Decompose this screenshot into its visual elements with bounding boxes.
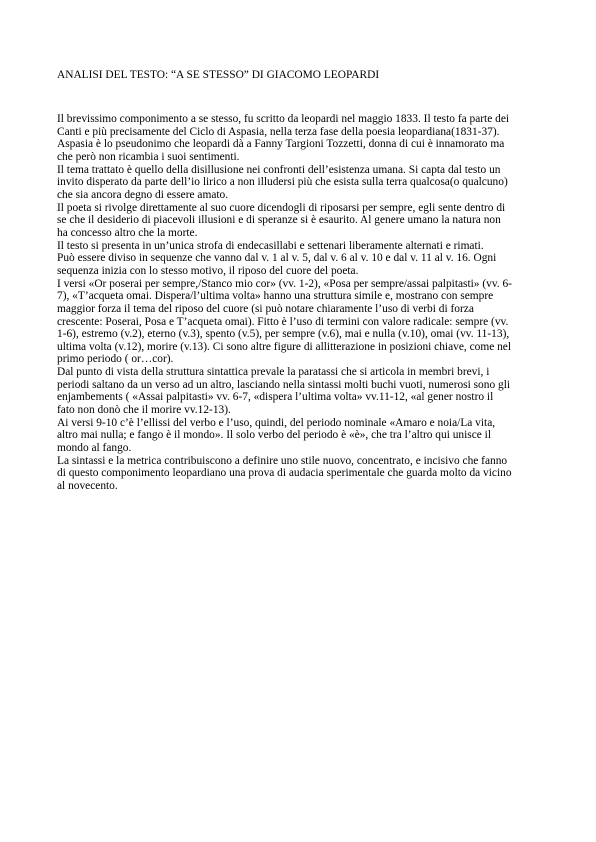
body-line: Il tema trattato è quello della disillusione nei confronti dell’esistenza umana. Si capta dal testo un xyxy=(57,163,501,176)
body-line: enjambements ( «Assai palpitasti» vv. 6-7, «dispera l’ultima volta» vv.11-12, «al gener nostro il xyxy=(57,391,494,404)
body-line: 1-6), estremo (v.2), eterno (v.3), spento (v.5), per sempre (v.6), mai e nulla (v.10), omai (vv. 11-13), xyxy=(57,328,510,341)
document-body xyxy=(57,113,547,493)
body-line: se che il desiderio di piacevoli illusioni e di speranze si è esaurito. Al genere umano la natura non xyxy=(57,214,501,227)
body-line: che però non ricambia i suoi sentimenti. xyxy=(57,150,240,163)
body-line: primo periodo ( or…cor). xyxy=(57,353,174,366)
body-line: al novecento. xyxy=(57,480,118,493)
body-line: Può essere diviso in sequenze che vanno dal v. 1 al v. 5, dal v. 6 al v. 10 e dal v. 11 al v. 16. Ogni xyxy=(57,252,497,265)
body-line: sequenza inizia con lo stesso motivo, il riposo del cuore del poeta. xyxy=(57,264,359,277)
body-line: Ai versi 9-10 c’è l’ellissi del verbo e l’uso, quindi, del periodo nominale «Amaro e noia/La vita, xyxy=(57,416,496,429)
body-line: ultima volta (v.12), morire (v.13). Ci sono altre figure di allitterazione in posizioni chiave, come nel xyxy=(57,340,512,353)
body-line: altro mai nulla; e fango è il mondo». Il solo verbo del periodo è «è», che tra l’altro qui unisce il xyxy=(57,429,491,442)
body-line: Dal punto di vista della struttura sintattica prevale la paratassi che si articola in membri brevi, i xyxy=(57,366,490,379)
body-line: La sintassi e la metrica contribuiscono a definire uno stile nuovo, concentrato, e incisivo che fanno xyxy=(57,454,508,467)
body-line: 7), «T’acqueta omai. Dispera/l’ultima volta» hanno una struttura simile e, mostrano con sempre xyxy=(57,290,494,303)
body-line: invito disperato da parte dell’io lirico a non illudersi più che esista sulla terra qualcosa(o qualcuno) xyxy=(57,176,508,189)
body-line: Il testo si presenta in un’unica strofa di endecasillabi e settenari liberamente alternati e rimati. xyxy=(57,239,484,252)
body-line: ha concesso altro che la morte. xyxy=(57,226,198,239)
body-line: Il poeta si rivolge direttamente al suo cuore dicendogli di riposarsi per sempre, egli sente dentro di xyxy=(57,201,506,214)
body-line: fato non donò che il morire vv.12-13). xyxy=(57,404,231,417)
body-line: Il brevissimo componimento a se stesso, fu scritto da leopardi nel maggio 1833. Il testo fa parte dei xyxy=(57,113,510,125)
body-line: I versi «Or poserai per sempre,/Stanco mio cor» (vv. 1-2), «Posa per sempre/assai palpitasti» (vv. 6- xyxy=(57,277,512,290)
document-title: ANALISI DEL TESTO: “A SE STESSO” DI GIACOMO LEOPARDI xyxy=(57,69,380,81)
body-line: mondo al fango. xyxy=(57,442,132,455)
body-line: maggior forza il tema del riposo del cuore (si può notare chiaramente l’uso di verbi di forza xyxy=(57,302,474,315)
body-line: Canti e più precisamente del Ciclo di Aspasia, nella terza fase della poesia leopardiana(1831-37). xyxy=(57,125,500,138)
body-line: di questo componimento leopardiano una prova di audacia sperimentale che guarda molto da vicino xyxy=(57,467,512,480)
body-line: Aspasia è lo pseudonimo che leopardi dà a Fanny Targioni Tozzetti, donna di cui è innamorato ma xyxy=(57,138,505,151)
body-line: che sia ancora degno di essere amato. xyxy=(57,188,229,201)
body-line: periodi saltano da un verso ad un altro, lasciando nella sintassi molti buchi vuoti, numerosi sono gli xyxy=(57,378,511,391)
body-line: crescente: Poserai, Posa e T’acqueta omai). Fitto è l’uso di termini con valore radicale: sempre (vv. xyxy=(57,315,509,328)
